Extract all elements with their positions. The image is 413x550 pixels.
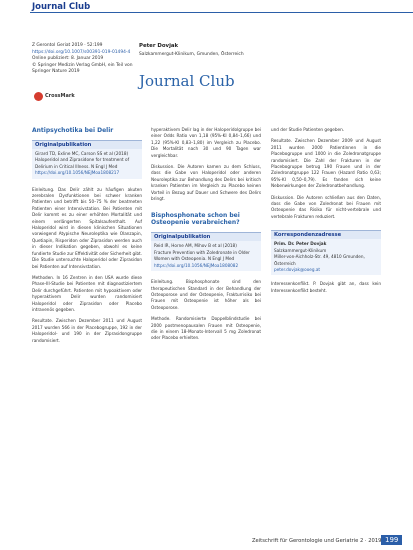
paragraph: Einleitung. Bisphosphonate sind den therapeutischen Standard in der Behandlung der Osteoporose und der Osteopenie, Frakturrisiko bei Frauen mit Osteopenie ist höher als bei Osteoporose. xyxy=(151,279,261,310)
publication-box xyxy=(151,232,261,271)
page-number: 199 xyxy=(381,535,402,545)
box-line: Delirium in Critical Illness. N Engl J Med xyxy=(35,163,118,169)
box-line: Girard TD, Exline MC, Carson SS et al (2018) xyxy=(35,151,129,156)
section-title: Antipsychotika bei Delir xyxy=(32,127,114,134)
box-body xyxy=(32,149,142,179)
page-title: Journal Club xyxy=(139,72,235,90)
meta-line: Z Gerontol Geriat 2019 · 52:199 xyxy=(32,43,103,48)
crossmark-badge[interactable] xyxy=(34,92,75,102)
correspondence-line: Salzkammergut-Klinikum xyxy=(274,247,327,253)
correspondence-box xyxy=(271,230,381,275)
box-doi-link[interactable]: https://doi.org/10.1056/NEJMoa1808082 xyxy=(154,262,239,268)
paragraph: Methoden. In 16 Zentren in den USA wurde diese Phase-III-Studie bei Patienten mit diagnostiziertem Delir durchgeführt. Patienten mit hypoaktivem oder hyperaktivem Delir wurden randomisiert Haloperidol oder Ziprasidon oder Placebo intravenös gegeben. xyxy=(32,274,142,312)
paragraph: Diskussion. Die Autoren kamen zu dem Schluss, dass die Gabe von Haloperidol oder anderen Neuroleptika zur Behandlung des Delirs bei kritisch kranken Patienten im Vergleich zu Placebo keinen Vorteil in Bezug auf Dauer und Schwere des Delirs bringt. xyxy=(151,164,261,202)
paragraph: Diskussion. Die Autoren schließen aus den Daten, dass die Gabe von Zoledronat bei Frauen mit Osteopenie das Risiko für nicht-vertebrale und vertebrale Frakturen reduziert. xyxy=(271,194,381,219)
running-header: Journal Club xyxy=(32,2,91,12)
meta-line: Online publiziert: 8. Januar 2019 xyxy=(32,56,104,62)
correspondence-line: Prim. Dr. Peter Dovjak xyxy=(274,241,327,247)
doi-link[interactable]: https://doi.org/10.1007/s00391-019-01494-4 xyxy=(32,49,131,55)
footer-journal: Zeitschrift für Gerontologie und Geriatrie 2 · 2019 xyxy=(252,538,382,544)
correspondence-heading: Korrespondenzadresse xyxy=(271,231,381,239)
box-line: Reid IR, Horne AM, Mihov B et al (2018) xyxy=(154,243,237,249)
box-body xyxy=(151,241,261,271)
box-line: Women with Osteopenia. N Engl J Med xyxy=(154,256,235,262)
column-3 xyxy=(271,127,381,294)
paragraph: Methode. Randomisierte Doppelblindstudie bei 2000 postmenopausalen Frauen mit Osteopenie, die in einem 18-Monats-Intervall 5 mg Zoledronat oder Placebo erhielten. xyxy=(151,316,261,341)
conflict-statement: Interessenkonflikt. P. Dovjak gibt an, dass kein Interessenkonflikt besteht. xyxy=(271,281,381,293)
crossmark-icon xyxy=(34,92,43,101)
email-link[interactable]: peter.dovjak@ooeg.at xyxy=(274,266,321,272)
column-2 xyxy=(151,127,261,342)
article-meta xyxy=(32,43,137,76)
box-heading: Originalpublikation xyxy=(32,141,142,149)
section-title: Bisphosphonate schon bei Osteopenie verabreichen? xyxy=(151,212,240,227)
author-affiliation: Salzkammergut-Klinikum, Gmunden, Österreich xyxy=(139,52,244,57)
correspondence-line: Miller-von-Aichholz-Str. 49, 4810 Gmunden, xyxy=(274,254,365,260)
publication-box xyxy=(32,140,142,179)
paragraph: und der Studie Patienten gegeben. xyxy=(271,127,345,132)
meta-line: © Springer Medizin Verlag GmbH, ein Teil von xyxy=(32,62,133,68)
box-line: Haloperidol and Ziprasidone for treatment of xyxy=(35,157,130,163)
author-name: Peter Dovjak xyxy=(139,43,179,49)
correspondence-line: Österreich xyxy=(274,260,296,266)
paragraph: Resultate. Zwischen Dezember 2011 und August 2017 wurden 566 in der Placebogruppe, 192 in der Haloperidol- und 190 in der Ziprasidongruppe randomisiert. xyxy=(32,318,142,343)
paragraph: hyperaktivem Delir lag in der Haloperidolgruppe bei einer Odds Ratio von 1,18 (95%-KI 0,84–1,66) und 1,22 (95%-KI 0,83–1,80) im Vergleich zu Placebo. Die Mortalität nach 30 und 90 Tagen war vergleichbar. xyxy=(151,127,261,158)
paragraph: Einleitung. Das Delir zählt zu häufigen akuten zerebralen Dysfunktionen bei schwer kranken Patienten und betrifft bis 50–75 % der beatmeten Patienten einer Intensivstation. Bei Patienten mit Delir kommt es zu einer erhöhten Mortalität und einem verlängerten Spitalsaufenthalt. Auf Haloperidol wird in diesen klinischen Situationen vorwiegend Atypische Neuroleptika wie Olanzapin, Quetiapin, Risperidon oder Ziprasidon werden auch in dieser Indikation gegeben, obwohl es keine fundierte Studie zur Effektivität oder Sicherheit gibt. Die Studie untersuchte Haloperidol oder Ziprasidon bei Patienten auf Intensivstation. xyxy=(32,186,142,269)
meta-line: Springer Nature 2019 xyxy=(32,69,80,75)
header-rule xyxy=(30,12,413,13)
column-1 xyxy=(32,127,142,344)
box-heading: Originalpublikation xyxy=(151,233,261,241)
paragraph: Resultate. Zwischen Dezember 2009 und August 2011 wurden 2000 Patientinnen in die Placebogruppe und 1000 in die Zoledronatgruppe randomisiert. Die Zahl der Frakturen in der Placebogruppe betrug 190 Frauen und in der Zoledronatgruppe 122 Frauen (Hazard Ratio 0,63; 95%-KI 0,50–0,79). Es fanden sich keine Nebenwirkungen der Zoledronatbehandlung. xyxy=(271,138,381,189)
box-line: Fracture Prevention with Zoledronate in Older xyxy=(154,249,250,255)
box-doi-link[interactable]: https://doi.org/10.1056/NEJMoa1808217 xyxy=(35,170,120,176)
correspondence-body xyxy=(271,239,381,275)
crossmark-label: CrossMark xyxy=(45,93,75,99)
